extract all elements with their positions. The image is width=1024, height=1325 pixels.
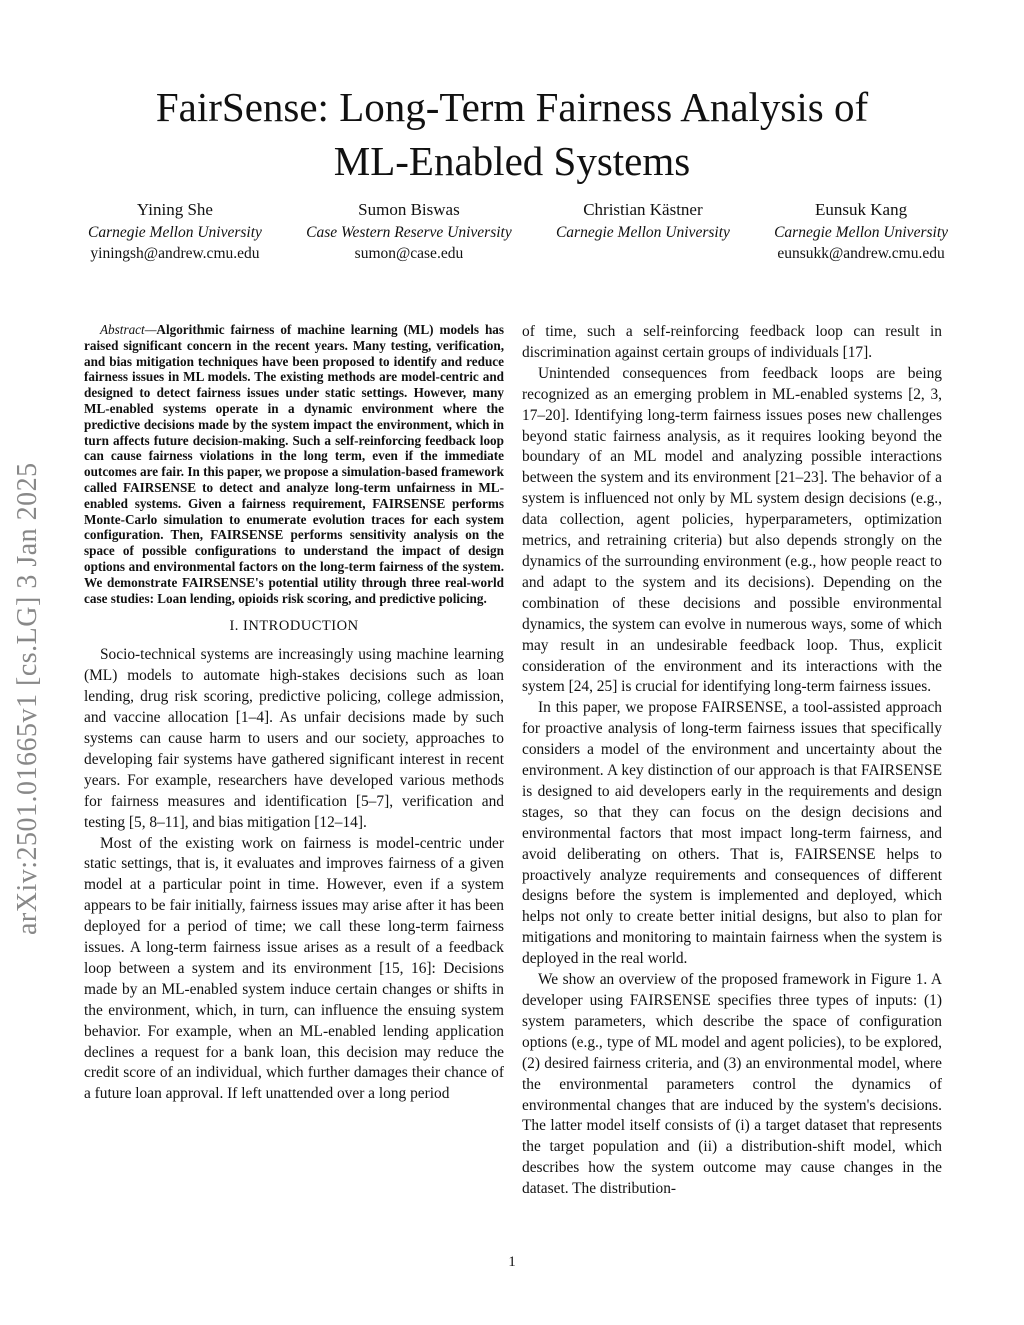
author-1 [88,198,262,264]
author-name: Yining She [136,200,213,219]
title-line-1: FairSense: Long-Term Fairness Analysis of [155,84,869,130]
arxiv-stamp: arXiv:2501.01665v1 [cs.LG] 3 Jan 2025 [12,462,43,935]
author-3 [556,198,730,264]
author-4 [774,198,948,264]
author-name: Eunsuk Kang [815,200,908,219]
paragraph: Unintended consequences from feedback loops are being recognized as an emerging problem in ML-enabled systems [2, 3, 17–20]. Identifying long-term fairness issues poses new challenges beyond static fairness analysis, as it requires looking beyond the boundary of an ML model and analyzing possible interactions between the system and its environment [21–23]. The behavior of a system is influenced not only by ML system design decisions (e.g., data collection, agent policies, hyperparameters, optimization metrics, and retraining criteria) but also depends strongly on the dynamics of the surrounding environment (e.g., how people react to and adapt to the system and its decisions). Depending on the combination of these decisions and possible environmental dynamics, the system can evolve in numerous ways, some of which may result in an undesirable feedback loop. Thus, explicit consideration of the environment and its interactions with the system [24, 25] is crucial for identifying long-term fairness issues. [522,364,942,696]
author-name: Christian Kästner [583,200,703,219]
author-email: eunsukk@andrew.cmu.edu [777,245,945,262]
section-heading: I. INTRODUCTION [229,618,359,635]
paragraph: of time, such a self-reinforcing feedback loop can result in discrimination against certain groups of individuals [17]. [522,323,942,361]
paper-title [0,80,1024,188]
author-affiliation: Carnegie Mellon University [88,224,262,241]
author-name: Sumon Biswas [358,200,460,219]
abstract-text: Algorithmic fairness of machine learning (ML) models has raised significant concern in the recent years. Many testing, verification, and bias mitigation techniques have been proposed to identify and reduce fairness issues in ML models. The existing methods are model-centric and designed to detect fairness issues under static settings. However, many ML-enabled systems operate in a dynamic environment where the predictive decisions made by the system impact the environment, which in turn affects future decision-making. Such a self-reinforcing feedback loop can cause fairness violations in the long term, even if the immediate outcomes are fair. In this paper, we propose a simulation-based framework called FAIRSENSE to detect and analyze long-term unfairness in ML-enabled systems. Given a fairness requirement, FAIRSENSE performs Monte-Carlo simulation to enumerate evolution traces for each system configuration. Then, FAIRSENSE performs sensitivity analysis on the space of possible configurations to understand the impact of design options and environmental factors on the long-term fairness of the system. We demonstrate FAIRSENSE's potential utility through three real-world case studies: Loan lending, opioids risk scoring, and predictive policing. [84,322,504,606]
paragraph: Socio-technical systems are increasingly using machine learning (ML) models to automate high-stakes decisions such as loan lending, drug risk scoring, predictive policing, college admission, and vaccine allocation [1–4]. As unfair decisions made by such systems can cause harm to users and our society, approaches to developing fair systems have gathered significant interest in recent years. For example, researchers have developed various methods for fairness measures and identification [5–7], verification and testing [5, 8–11], and bias mitigation [12–14]. [84,646,504,831]
author-affiliation: Carnegie Mellon University [555,224,730,241]
paragraph: We show an overview of the proposed framework in Figure 1. A developer using FAIRSENSE specifies three types of inputs: (1) system parameters, which describe the space of configuration options (e.g., type of ML model and agent policies), to be explored, (2) desired fairness criteria, and (3) an environmental model, where the environmental parameters control the dynamics of environmental changes that are induced by the system's decisions. The latter model itself consists of (i) a target dataset that represents the target population and (ii) a distribution-shift model, which describes how the system outcome may cause changes in the dataset. The distribution- [522,971,942,1198]
abstract-label: Abstract— [100,322,157,337]
author-email: yiningsh@andrew.cmu.edu [90,245,260,262]
author-email: sumon@case.edu [354,245,464,262]
paragraph: In this paper, we propose FAIRSENSE, a tool-assisted approach for proactive analysis of long-term fairness issues that specifically considers a model of the environment and uncertainty about the environment. A key distinction of our approach is that FAIRSENSE is designed to aid developers early in the requirements and design stages, so that they can focus on the design decisions and environmental factors that most impact long-term fairness, and avoid deliberating on others. That is, FAIRSENSE helps to proactively analyze requirements and consequences of different designs before the system is implemented and deployed, which helps not only to create better initial designs, but also to plan for mitigations and monitoring to maintain fairness when the system is deployed in the real world. [522,699,942,968]
author-2 [306,198,512,264]
right-column [522,322,942,1200]
author-affiliation: Case Western Reserve University [306,224,512,241]
author-block [88,198,948,264]
paragraph: Most of the existing work on fairness is model-centric under static settings, that is, it evaluates and improves fairness of a given model at a particular point in time. However, even if a system appears to be fair initially, fairness issues may arise after it has been deployed for a period of time; we call these long-term fairness issues. A long-term fairness issue arises as a result of a feedback loop between a system and its environment [15, 16]: Decisions made by an ML-enabled system induce certain changes or shifts in the environment, which, in turn, can influence the ensuing system behavior. For example, when an ML-enabled lending application declines a request for a bank loan, this decision may reduce the credit score of an individual, which further damages their chance of a future loan approval. If left unattended over a long period [84,834,504,1103]
title-line-2: ML-Enabled Systems [333,138,691,184]
abstract [84,322,504,606]
author-affiliation: Carnegie Mellon University [774,224,948,241]
page-number: 1 [508,1254,516,1270]
left-column [84,322,504,1105]
